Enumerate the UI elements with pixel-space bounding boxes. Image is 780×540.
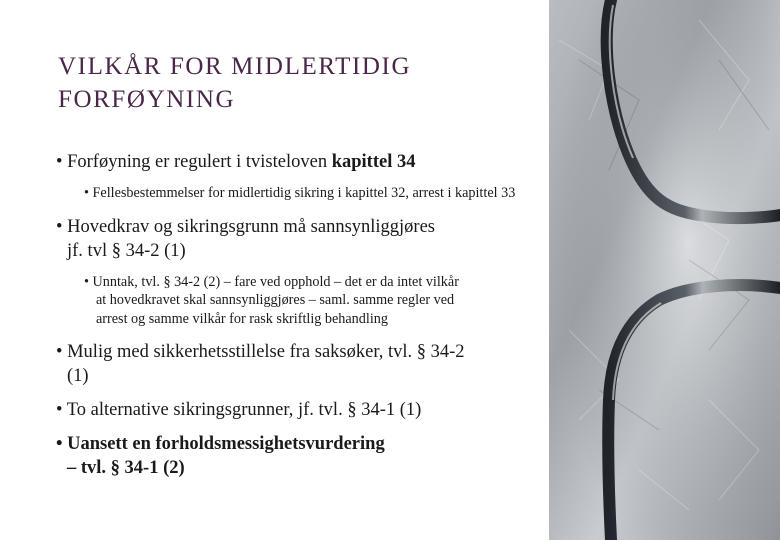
bullet-item-3: • Mulig med sikkerhetsstillelse fra saksøker, tvl. § 34-2 (1)	[56, 342, 465, 386]
decorative-photo	[549, 0, 780, 540]
bullet-item-2: • Hovedkrav og sikringsgrunn må sannsynliggjøres jf. tvl § 34-2 (1)	[56, 216, 436, 261]
steel-ring-icon	[549, 0, 780, 540]
bullet-list	[56, 150, 546, 490]
bullet-item-4: • To alternative sikringsgrunner, jf. tvl. § 34-1 (1)	[56, 400, 422, 420]
title-line-2: FORFØYNING	[58, 86, 236, 113]
bullet-item-1: • Forføyning er regulert i tvisteloven kapittel 34	[56, 152, 416, 172]
slide-title	[58, 50, 528, 116]
bullet-item-5: • Uansett en forholdsmessighetsvurdering – tvl. § 34-1 (2)	[56, 434, 385, 478]
sub-bullet-item-2: • Unntak, tvl. § 34-2 (2) – fare ved opphold – det er da intet vilkår at hovedkravet skal sannsynliggjøres – saml. samme regler ved arrest og samme vilkår for rask skriftlig behandling	[84, 273, 459, 327]
title-line-1: VILKÅR FOR MIDLERTIDIG	[58, 53, 412, 80]
sub-bullet-item-1: • Fellesbestemmelser for midlertidig sikring i kapittel 32, arrest i kapittel 33	[84, 185, 516, 201]
